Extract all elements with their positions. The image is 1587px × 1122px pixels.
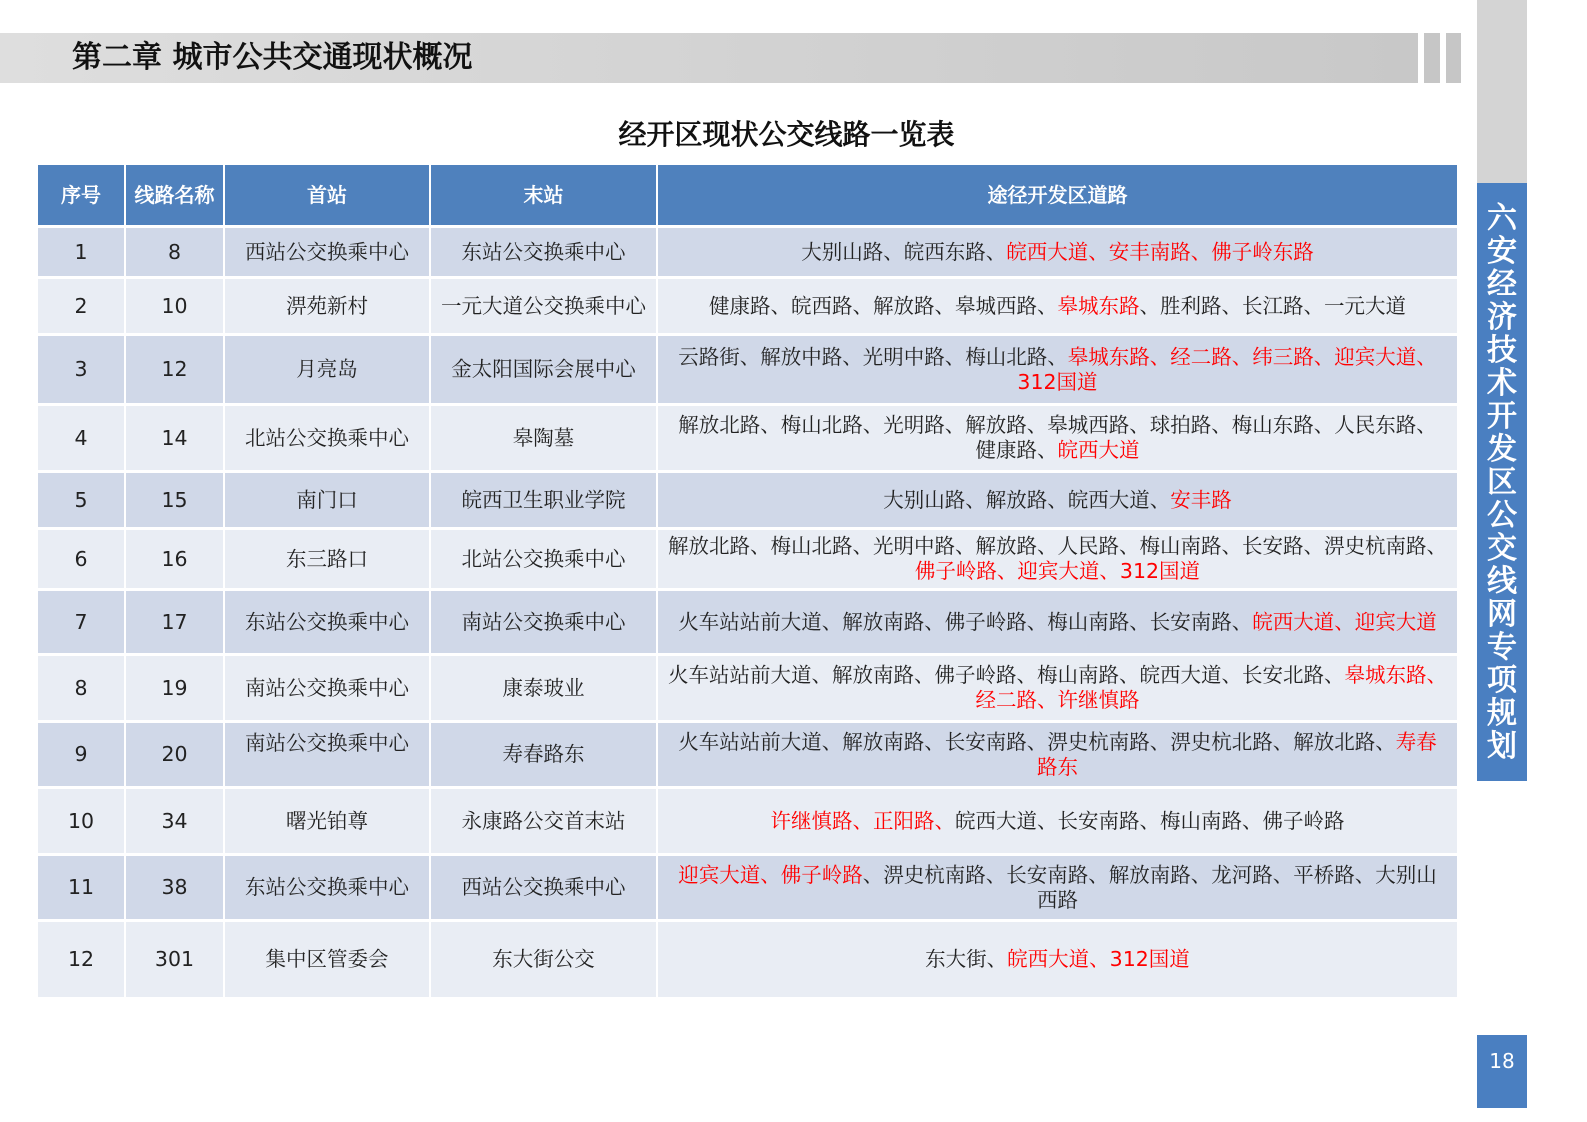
highlighted-road-segment: 皖西大道 <box>1057 438 1140 462</box>
first-stop-cell: 曙光铂尊 <box>225 786 431 853</box>
route-roads-cell <box>658 470 1457 527</box>
chapter-header-bar <box>0 33 1418 83</box>
road-segment: 解放北路、梅山北路、光明路、解放路、皋城西路、球拍路、梅山东路、人民东路、 <box>678 413 1437 437</box>
route-table <box>38 165 1457 997</box>
highlighted-road-segment: 皖西大道、安丰南路、佛子岭东路 <box>1006 239 1314 264</box>
road-segment: 、淠史杭南路、长安南路、解放南路、龙河路、平桥路、大别山 <box>862 862 1437 887</box>
page-number-box <box>1477 1035 1527 1108</box>
road-segment: 、胜利路、长江路、一元大道 <box>1139 293 1406 318</box>
side-strip-top <box>1477 0 1527 183</box>
table-body <box>38 225 1457 997</box>
route-line <box>661 559 1454 584</box>
table-row <box>38 786 1457 853</box>
road-segment: 皖西大道、长安南路、梅山南路、佛子岭路 <box>955 808 1345 833</box>
highlighted-road-segment: 312国道 <box>1017 369 1098 394</box>
first-stop-cell: 东站公交换乘中心 <box>225 588 431 653</box>
route-line <box>661 534 1454 559</box>
last-stop-cell: 皋陶墓 <box>431 403 658 470</box>
first-stop-cell: 西站公交换乘中心 <box>225 225 431 276</box>
route-roads-cell <box>658 653 1457 720</box>
line-name-cell: 38 <box>126 853 225 919</box>
route-roads-cell <box>658 588 1457 653</box>
route-line <box>661 688 1454 713</box>
column-header-last-stop: 末站 <box>431 165 658 225</box>
last-stop-cell: 西站公交换乘中心 <box>431 853 658 919</box>
table-row <box>38 527 1457 588</box>
route-roads-cell <box>658 720 1457 786</box>
line-name-cell: 17 <box>126 588 225 653</box>
route-line <box>661 809 1454 834</box>
route-line <box>661 345 1454 370</box>
row-number-cell: 2 <box>38 276 126 333</box>
side-banner-title: 六安经济技术开发区公交线网专项规划 <box>1487 201 1517 764</box>
route-roads-cell <box>658 225 1457 276</box>
line-name-cell: 14 <box>126 403 225 470</box>
route-line <box>661 730 1454 755</box>
route-roads-cell <box>658 527 1457 588</box>
table-title: 经开区现状公交线路一览表 <box>618 118 955 151</box>
line-name-cell: 8 <box>126 225 225 276</box>
route-roads-cell <box>658 853 1457 919</box>
route-line <box>661 755 1454 780</box>
route-line <box>661 240 1454 265</box>
last-stop-cell: 东大街公交 <box>431 919 658 997</box>
column-header-roads: 途径开发区道路 <box>658 165 1457 225</box>
road-segment: 解放北路、梅山北路、光明中路、解放路、人民路、梅山南路、长安路、淠史杭南路、 <box>668 534 1447 558</box>
route-line <box>661 863 1454 888</box>
table-row <box>38 720 1457 786</box>
road-segment: 大别山路、解放路、皖西大道、 <box>883 487 1171 512</box>
row-number-cell: 7 <box>38 588 126 653</box>
highlighted-road-segment: 安丰路 <box>1170 487 1232 512</box>
table-row <box>38 333 1457 403</box>
first-stop-cell: 东站公交换乘中心 <box>225 853 431 919</box>
route-line <box>661 488 1454 513</box>
route-line <box>661 294 1454 319</box>
route-roads-cell <box>658 276 1457 333</box>
highlighted-road-segment: 许继慎路、正阳路、 <box>770 808 955 833</box>
line-name-cell: 16 <box>126 527 225 588</box>
highlighted-road-segment: 佛子岭路、迎宾大道、312国道 <box>914 559 1201 583</box>
row-number-cell: 9 <box>38 720 126 786</box>
row-number-cell: 4 <box>38 403 126 470</box>
line-name-cell: 20 <box>126 720 225 786</box>
last-stop-cell: 北站公交换乘中心 <box>431 527 658 588</box>
table-row <box>38 588 1457 653</box>
road-segment: 火车站站前大道、解放南路、佛子岭路、梅山南路、皖西大道、长安北路、 <box>668 663 1345 687</box>
table-row <box>38 853 1457 919</box>
last-stop-cell: 皖西卫生职业学院 <box>431 470 658 527</box>
row-number-cell: 3 <box>38 333 126 403</box>
header-decor-bar <box>1424 33 1440 83</box>
line-name-cell: 301 <box>126 919 225 997</box>
route-roads-cell <box>658 919 1457 997</box>
chapter-title: 第二章 城市公共交通现状概况 <box>72 40 473 75</box>
table-row <box>38 225 1457 276</box>
highlighted-road-segment: 皖西大道、迎宾大道 <box>1252 609 1437 634</box>
route-line <box>661 438 1454 463</box>
road-segment: 大别山路、皖西东路、 <box>801 239 1007 264</box>
header-decor-bar <box>1446 33 1461 83</box>
route-line <box>661 610 1454 635</box>
highlighted-road-segment: 经二路、许继慎路 <box>975 688 1140 712</box>
route-line <box>661 413 1454 438</box>
first-stop-cell: 南门口 <box>225 470 431 527</box>
first-stop-cell: 南站公交换乘中心 <box>225 720 431 786</box>
first-stop-cell: 集中区管委会 <box>225 919 431 997</box>
road-segment: 云路街、解放中路、光明中路、梅山北路、 <box>678 344 1068 369</box>
road-segment: 健康路、皖西路、解放路、皋城西路、 <box>709 293 1058 318</box>
column-header-seq: 序号 <box>38 165 126 225</box>
last-stop-cell: 永康路公交首末站 <box>431 786 658 853</box>
first-stop-cell: 月亮岛 <box>225 333 431 403</box>
column-header-line-name: 线路名称 <box>126 165 225 225</box>
highlighted-road-segment: 皋城东路、经二路、纬三路、迎宾大道、 <box>1067 344 1437 369</box>
last-stop-cell: 寿春路东 <box>431 720 658 786</box>
line-name-cell: 19 <box>126 653 225 720</box>
highlighted-road-segment: 皖西大道、312国道 <box>1007 947 1190 971</box>
route-line <box>661 370 1454 395</box>
highlighted-road-segment: 路东 <box>1037 754 1078 779</box>
line-name-cell: 15 <box>126 470 225 527</box>
last-stop-cell: 一元大道公交换乘中心 <box>431 276 658 333</box>
row-number-cell: 11 <box>38 853 126 919</box>
road-segment: 火车站站前大道、解放南路、长安南路、淠史杭南路、淠史杭北路、解放北路、 <box>678 729 1396 754</box>
line-name-cell: 34 <box>126 786 225 853</box>
row-number-cell: 5 <box>38 470 126 527</box>
last-stop-cell: 康泰玻业 <box>431 653 658 720</box>
first-stop-cell: 淠苑新村 <box>225 276 431 333</box>
table-row <box>38 403 1457 470</box>
table-row <box>38 653 1457 720</box>
route-line <box>661 663 1454 688</box>
route-roads-cell <box>658 333 1457 403</box>
row-number-cell: 8 <box>38 653 126 720</box>
column-header-first-stop: 首站 <box>225 165 431 225</box>
table-row <box>38 919 1457 997</box>
line-name-cell: 10 <box>126 276 225 333</box>
table-row <box>38 276 1457 333</box>
table-header <box>38 165 1457 225</box>
highlighted-road-segment: 迎宾大道、佛子岭路 <box>678 862 863 887</box>
route-roads-cell <box>658 786 1457 853</box>
last-stop-cell: 东站公交换乘中心 <box>431 225 658 276</box>
row-number-cell: 10 <box>38 786 126 853</box>
road-segment: 健康路、 <box>975 438 1058 462</box>
route-line <box>661 947 1454 972</box>
row-number-cell: 6 <box>38 527 126 588</box>
row-number-cell: 12 <box>38 919 126 997</box>
route-roads-cell <box>658 403 1457 470</box>
road-segment: 东大街、 <box>925 947 1008 971</box>
line-name-cell: 12 <box>126 333 225 403</box>
first-stop-cell: 东三路口 <box>225 527 431 588</box>
first-stop-cell: 北站公交换乘中心 <box>225 403 431 470</box>
last-stop-cell: 南站公交换乘中心 <box>431 588 658 653</box>
side-banner <box>1477 183 1527 781</box>
road-segment: 火车站站前大道、解放南路、佛子岭路、梅山南路、长安南路、 <box>678 609 1253 634</box>
highlighted-road-segment: 寿春 <box>1395 729 1437 754</box>
page-number: 18 <box>1489 1049 1515 1073</box>
route-line <box>661 888 1454 913</box>
first-stop-cell: 南站公交换乘中心 <box>225 653 431 720</box>
table-row <box>38 470 1457 527</box>
road-segment: 西路 <box>1037 887 1078 912</box>
row-number-cell: 1 <box>38 225 126 276</box>
highlighted-road-segment: 皋城东路、 <box>1344 663 1447 687</box>
table-header-row <box>38 165 1457 225</box>
highlighted-road-segment: 皋城东路 <box>1057 293 1140 318</box>
last-stop-cell: 金太阳国际会展中心 <box>431 333 658 403</box>
